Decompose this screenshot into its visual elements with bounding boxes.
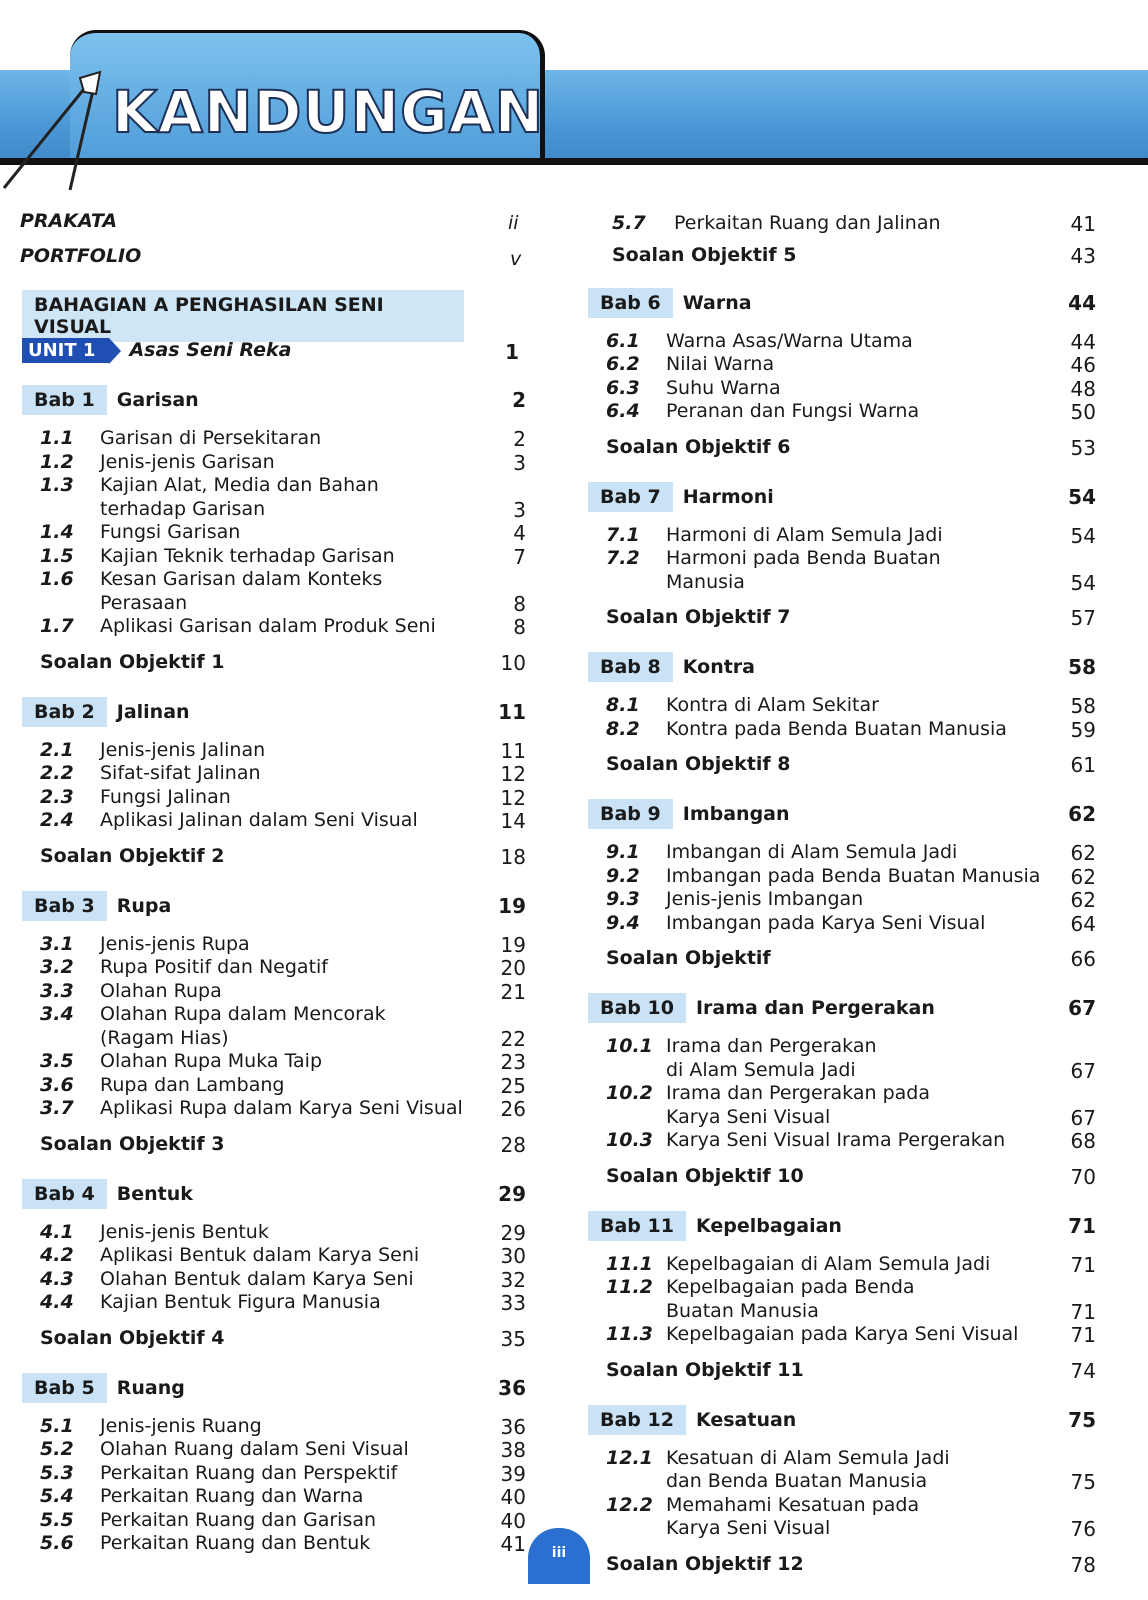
- chapter-page: 67: [1068, 996, 1096, 1020]
- section-page: 71: [1070, 1299, 1096, 1324]
- section-number: 3.4: [40, 1003, 74, 1025]
- chapter-label: Bab 3: [22, 891, 107, 921]
- objective-label: Soalan Objektif 12: [606, 1552, 804, 1575]
- section-page: 12: [500, 762, 526, 786]
- section-page: 20: [500, 956, 526, 980]
- section-page: 11: [500, 738, 526, 763]
- section-title: Jenis-jenis Ruang: [100, 1414, 262, 1437]
- section-title: Perkaitan Ruang dan Warna: [100, 1485, 364, 1507]
- section-number: 2.4: [40, 809, 74, 831]
- chapter-label: Bab 9: [588, 799, 673, 829]
- section-title: Kesan Garisan dalam Konteks: [100, 568, 383, 590]
- section-number: 1.5: [40, 544, 74, 567]
- chapter-title: Kesatuan: [695, 1408, 797, 1431]
- section-number: 1.4: [40, 521, 74, 543]
- chapter-heading: [22, 1373, 185, 1403]
- objective-page: 43: [1070, 243, 1096, 268]
- section-page: 75: [1070, 1470, 1096, 1494]
- header-banner: [0, 0, 1148, 172]
- section-title: Imbangan di Alam Semula Jadi: [666, 841, 958, 863]
- objective-page: 70: [1070, 1164, 1096, 1189]
- section-title: Nilai Warna: [666, 353, 775, 375]
- chapter-heading: [22, 697, 190, 727]
- section-number: 10.3: [606, 1129, 653, 1151]
- section-title: Memahami Kesatuan pada: [666, 1493, 920, 1516]
- section-page: 68: [1070, 1129, 1096, 1153]
- section-number: 9.4: [606, 911, 640, 934]
- section-number: 4.3: [40, 1267, 74, 1290]
- objective-page: 78: [1070, 1552, 1096, 1577]
- section-page: 46: [1070, 353, 1096, 377]
- section-page: 54: [1070, 570, 1096, 595]
- chapter-label: Bab 1: [22, 385, 107, 415]
- section-number: 12.1: [606, 1446, 653, 1469]
- section-number: 3.6: [40, 1073, 74, 1096]
- section-page: 7: [513, 544, 526, 569]
- chapter-label: Bab 12: [588, 1405, 686, 1435]
- objective-label: Soalan Objektif 8: [606, 753, 791, 775]
- header-rule: [0, 158, 1148, 165]
- section-page: 64: [1070, 911, 1096, 936]
- chapter-page: 62: [1068, 802, 1096, 826]
- section-number: 5.5: [40, 1508, 74, 1531]
- section-page: 33: [500, 1291, 526, 1315]
- section-title-cont: di Alam Semula Jadi: [666, 1058, 856, 1081]
- section-number: 7.2: [606, 547, 640, 569]
- section-title: Kontra di Alam Sekitar: [666, 694, 879, 716]
- section-title: Kontra pada Benda Buatan Manusia: [666, 717, 1007, 740]
- section-number: 2.1: [40, 738, 74, 761]
- section-page: 76: [1070, 1517, 1096, 1541]
- section-number: 2.2: [40, 762, 74, 784]
- objective-page: 57: [1070, 606, 1096, 630]
- section-number: 11.1: [606, 1252, 653, 1275]
- chapter-title: Bentuk: [116, 1182, 193, 1205]
- section-page: 62: [1070, 841, 1096, 865]
- section-number: 5.2: [40, 1438, 74, 1460]
- chapter-page: 44: [1068, 290, 1096, 315]
- section-title: Olahan Rupa: [100, 979, 222, 1002]
- objective-page: 61: [1070, 753, 1096, 777]
- section-page: 62: [1070, 888, 1096, 912]
- objective-label: Soalan Objektif: [606, 947, 771, 969]
- section-title-cont: Perasaan: [100, 591, 188, 614]
- section-title: Olahan Rupa dalam Mencorak: [100, 1003, 386, 1025]
- section-number: 1.6: [40, 568, 74, 590]
- chapter-label: Bab 7: [588, 482, 673, 512]
- section-page: 41: [1070, 212, 1096, 236]
- chapter-title: Garisan: [116, 389, 199, 411]
- section-title: Aplikasi Jalinan dalam Seni Visual: [100, 809, 418, 831]
- section-number: 11.2: [606, 1276, 653, 1298]
- section-title: Perkaitan Ruang dan Bentuk: [100, 1532, 371, 1554]
- section-title: Perkaitan Ruang dan Jalinan: [674, 212, 941, 234]
- section-number: 6.2: [606, 353, 640, 375]
- section-number: 5.4: [40, 1485, 74, 1507]
- section-title: Peranan dan Fungsi Warna: [666, 400, 920, 422]
- section-page: 71: [1070, 1252, 1096, 1277]
- section-page: 8: [513, 591, 526, 616]
- section-title: Kepelbagaian pada Karya Seni Visual: [666, 1323, 1019, 1345]
- chapter-heading: [588, 482, 774, 512]
- section-page: 62: [1070, 864, 1096, 889]
- section-page: 40: [500, 1508, 526, 1533]
- section-title-cont: Karya Seni Visual: [666, 1105, 831, 1128]
- section-number: 6.1: [606, 329, 640, 352]
- chapter-heading: [588, 288, 752, 318]
- section-title: Sifat-sifat Jalinan: [100, 762, 261, 784]
- section-title: Warna Asas/Warna Utama: [666, 329, 913, 352]
- section-page: 44: [1070, 329, 1096, 354]
- section-title: Aplikasi Garisan dalam Produk Seni: [100, 615, 436, 637]
- objective-label: Soalan Objektif 2: [40, 844, 225, 867]
- chapter-label: Bab 6: [588, 288, 673, 318]
- chapter-heading: [22, 385, 199, 415]
- section-page: 38: [500, 1438, 526, 1462]
- section-page: 21: [500, 979, 526, 1004]
- section-number: 3.3: [40, 979, 74, 1002]
- section-number: 9.1: [606, 841, 640, 863]
- section-number: 4.2: [40, 1244, 74, 1266]
- section-page: 58: [1070, 694, 1096, 718]
- unit-page: 1: [505, 340, 519, 364]
- chapter-label: Bab 2: [22, 697, 107, 727]
- chapter-title: Harmoni: [682, 485, 774, 508]
- objective-page: 74: [1070, 1358, 1096, 1383]
- chapter-label: Bab 4: [22, 1179, 107, 1209]
- chapter-label: Bab 11: [588, 1211, 686, 1241]
- section-heading: BAHAGIAN A PENGHASILAN SENI VISUAL: [22, 290, 464, 342]
- objective-page: 53: [1070, 435, 1096, 460]
- section-number: 1.1: [40, 427, 74, 449]
- section-number: 8.1: [606, 694, 640, 716]
- section-number: 3.2: [40, 956, 74, 978]
- section-title: Garisan di Persekitaran: [100, 427, 322, 449]
- section-number: 5.3: [40, 1461, 74, 1484]
- chapter-title: Irama dan Pergerakan: [695, 997, 935, 1019]
- unit-title: Asas Seni Reka: [129, 339, 292, 361]
- section-page: 22: [500, 1026, 526, 1051]
- section-title: Kepelbagaian pada Benda: [666, 1276, 915, 1298]
- section-page: 30: [500, 1244, 526, 1268]
- section-title-cont: Manusia: [666, 570, 745, 593]
- section-title: Kajian Bentuk Figura Manusia: [100, 1291, 381, 1313]
- objective-label: Soalan Objektif 4: [40, 1326, 225, 1349]
- section-number: 6.4: [606, 400, 640, 422]
- section-number: 5.7: [612, 212, 646, 234]
- chapter-heading: [588, 652, 755, 682]
- section-number: 1.2: [40, 450, 74, 473]
- section-number: 9.3: [606, 888, 640, 910]
- section-title: Harmoni pada Benda Buatan: [666, 547, 941, 569]
- section-page: 54: [1070, 523, 1096, 548]
- front-matter-page: v: [510, 248, 522, 270]
- section-title: Rupa Positif dan Negatif: [100, 956, 328, 978]
- chapter-page: 2: [512, 388, 526, 412]
- section-number: 2.3: [40, 785, 74, 808]
- section-title: Kesatuan di Alam Semula Jadi: [666, 1446, 950, 1469]
- chapter-label: Bab 10: [588, 993, 686, 1023]
- section-page: 8: [513, 615, 526, 639]
- section-title: Kepelbagaian di Alam Semula Jadi: [666, 1252, 991, 1275]
- section-page: 19: [500, 932, 526, 957]
- section-page: 41: [500, 1532, 526, 1556]
- section-number: 1.3: [40, 474, 74, 496]
- section-number: 12.2: [606, 1493, 653, 1516]
- section-title: Olahan Bentuk dalam Karya Seni: [100, 1267, 414, 1290]
- section-title: Imbangan pada Karya Seni Visual: [666, 911, 986, 934]
- section-title-cont: Karya Seni Visual: [666, 1517, 831, 1539]
- section-number: 5.1: [40, 1414, 74, 1437]
- section-number: 4.1: [40, 1220, 74, 1243]
- section-title-cont: (Ragam Hias): [100, 1026, 229, 1049]
- section-page: 29: [500, 1220, 526, 1245]
- section-number: 3.7: [40, 1097, 74, 1119]
- chapter-page: 54: [1068, 484, 1096, 509]
- section-page: 59: [1070, 717, 1096, 742]
- chapter-page: 11: [498, 699, 526, 724]
- section-page: 14: [500, 809, 526, 833]
- unit-row: [22, 338, 291, 363]
- section-number: 7.1: [606, 523, 640, 546]
- section-page: 32: [500, 1267, 526, 1292]
- section-title-cont: Buatan Manusia: [666, 1299, 819, 1322]
- section-page: 2: [513, 427, 526, 451]
- section-title: Olahan Rupa Muka Taip: [100, 1050, 323, 1072]
- section-page: 40: [500, 1485, 526, 1509]
- section-page: 39: [500, 1461, 526, 1486]
- section-number: 8.2: [606, 717, 640, 740]
- section-title: Kajian Alat, Media dan Bahan: [100, 474, 379, 496]
- chapter-heading: [22, 1179, 193, 1209]
- chapter-label: Bab 5: [22, 1373, 107, 1403]
- section-number: 1.7: [40, 615, 74, 637]
- brush-icon: [0, 70, 110, 200]
- section-title: Irama dan Pergerakan: [666, 1035, 877, 1057]
- section-title: Kajian Teknik terhadap Garisan: [100, 544, 395, 567]
- section-page: 36: [500, 1414, 526, 1439]
- section-title: Aplikasi Bentuk dalam Karya Seni: [100, 1244, 420, 1266]
- objective-label: Soalan Objektif 1: [40, 650, 225, 673]
- section-number: 5.6: [40, 1532, 74, 1554]
- section-number: 6.3: [606, 376, 640, 399]
- objective-label: Soalan Objektif 7: [606, 606, 791, 628]
- section-title: Jenis-jenis Bentuk: [100, 1220, 269, 1243]
- section-title: Fungsi Jalinan: [100, 785, 231, 808]
- section-number: 9.2: [606, 864, 640, 887]
- section-page: 48: [1070, 376, 1096, 401]
- objective-label: Soalan Objektif 3: [40, 1132, 225, 1155]
- chapter-title: Kontra: [682, 656, 755, 678]
- chapter-heading: [588, 993, 935, 1023]
- section-title: Jenis-jenis Imbangan: [666, 888, 864, 910]
- chapter-page: 58: [1068, 655, 1096, 679]
- chapter-page: 36: [498, 1375, 526, 1400]
- section-title-cont: dan Benda Buatan Manusia: [666, 1470, 928, 1492]
- chapter-heading: [22, 891, 171, 921]
- section-page: 26: [500, 1097, 526, 1121]
- objective-page: 18: [500, 844, 526, 869]
- section-title: Suhu Warna: [666, 376, 781, 399]
- chapter-title: Ruang: [116, 1376, 185, 1399]
- section-number: 10.1: [606, 1035, 653, 1057]
- chapter-heading: [588, 1211, 842, 1241]
- section-page: 67: [1070, 1105, 1096, 1130]
- unit-badge: UNIT 1: [22, 338, 109, 363]
- section-number: 4.4: [40, 1291, 74, 1313]
- section-page: 3: [513, 450, 526, 475]
- section-number: 3.1: [40, 932, 74, 955]
- chapter-label: Bab 8: [588, 652, 673, 682]
- section-title: Perkaitan Ruang dan Garisan: [100, 1508, 377, 1531]
- section-title: Irama dan Pergerakan pada: [666, 1082, 930, 1104]
- section-title: Rupa dan Lambang: [100, 1073, 285, 1096]
- section-number: 3.5: [40, 1050, 74, 1072]
- page-number: iii: [528, 1528, 590, 1584]
- objective-label: Soalan Objektif 5: [612, 243, 797, 266]
- front-matter-label: PRAKATA: [20, 210, 118, 232]
- chapter-title: Kepelbagaian: [695, 1214, 842, 1237]
- chapter-heading: [588, 1405, 796, 1435]
- section-page: 4: [513, 521, 526, 545]
- section-number: 10.2: [606, 1082, 653, 1104]
- section-title: Aplikasi Rupa dalam Karya Seni Visual: [100, 1097, 463, 1119]
- objective-label: Soalan Objektif 6: [606, 435, 791, 458]
- chapter-title: Rupa: [116, 894, 172, 917]
- section-title: Harmoni di Alam Semula Jadi: [666, 523, 943, 546]
- section-page: 3: [513, 497, 526, 522]
- section-title: Fungsi Garisan: [100, 521, 241, 543]
- objective-page: 66: [1070, 947, 1096, 971]
- section-page: 23: [500, 1050, 526, 1074]
- section-page: 67: [1070, 1058, 1096, 1083]
- section-title: Karya Seni Visual Irama Pergerakan: [666, 1129, 1006, 1151]
- chapter-title: Warna: [682, 291, 752, 314]
- section-title: Jenis-jenis Jalinan: [100, 738, 266, 761]
- chapter-heading: [588, 799, 790, 829]
- chapter-page: 75: [1068, 1407, 1096, 1432]
- front-matter-page: ii: [508, 212, 519, 234]
- section-page: 71: [1070, 1323, 1096, 1347]
- section-page: 25: [500, 1073, 526, 1098]
- chapter-page: 19: [498, 893, 526, 918]
- section-page: 50: [1070, 400, 1096, 424]
- chapter-title: Jalinan: [116, 700, 190, 723]
- objective-page: 10: [500, 650, 526, 675]
- objective-label: Soalan Objektif 11: [606, 1358, 804, 1381]
- objective-page: 28: [500, 1132, 526, 1157]
- page-title: KANDUNGAN: [112, 78, 545, 146]
- section-title: Jenis-jenis Rupa: [100, 932, 250, 955]
- section-title: Jenis-jenis Garisan: [100, 450, 275, 473]
- chapter-page: 71: [1068, 1213, 1096, 1238]
- chapter-title: Imbangan: [682, 803, 790, 825]
- section-title: Olahan Ruang dalam Seni Visual: [100, 1438, 409, 1460]
- section-title: Perkaitan Ruang dan Perspektif: [100, 1461, 398, 1484]
- objective-page: 35: [500, 1326, 526, 1351]
- objective-label: Soalan Objektif 10: [606, 1164, 804, 1187]
- front-matter-label: PORTFOLIO: [20, 245, 142, 267]
- section-title: Imbangan pada Benda Buatan Manusia: [666, 864, 1041, 887]
- section-page: 12: [500, 785, 526, 810]
- chapter-page: 29: [498, 1181, 526, 1206]
- section-title-cont: terhadap Garisan: [100, 497, 266, 520]
- section-number: 11.3: [606, 1323, 653, 1345]
